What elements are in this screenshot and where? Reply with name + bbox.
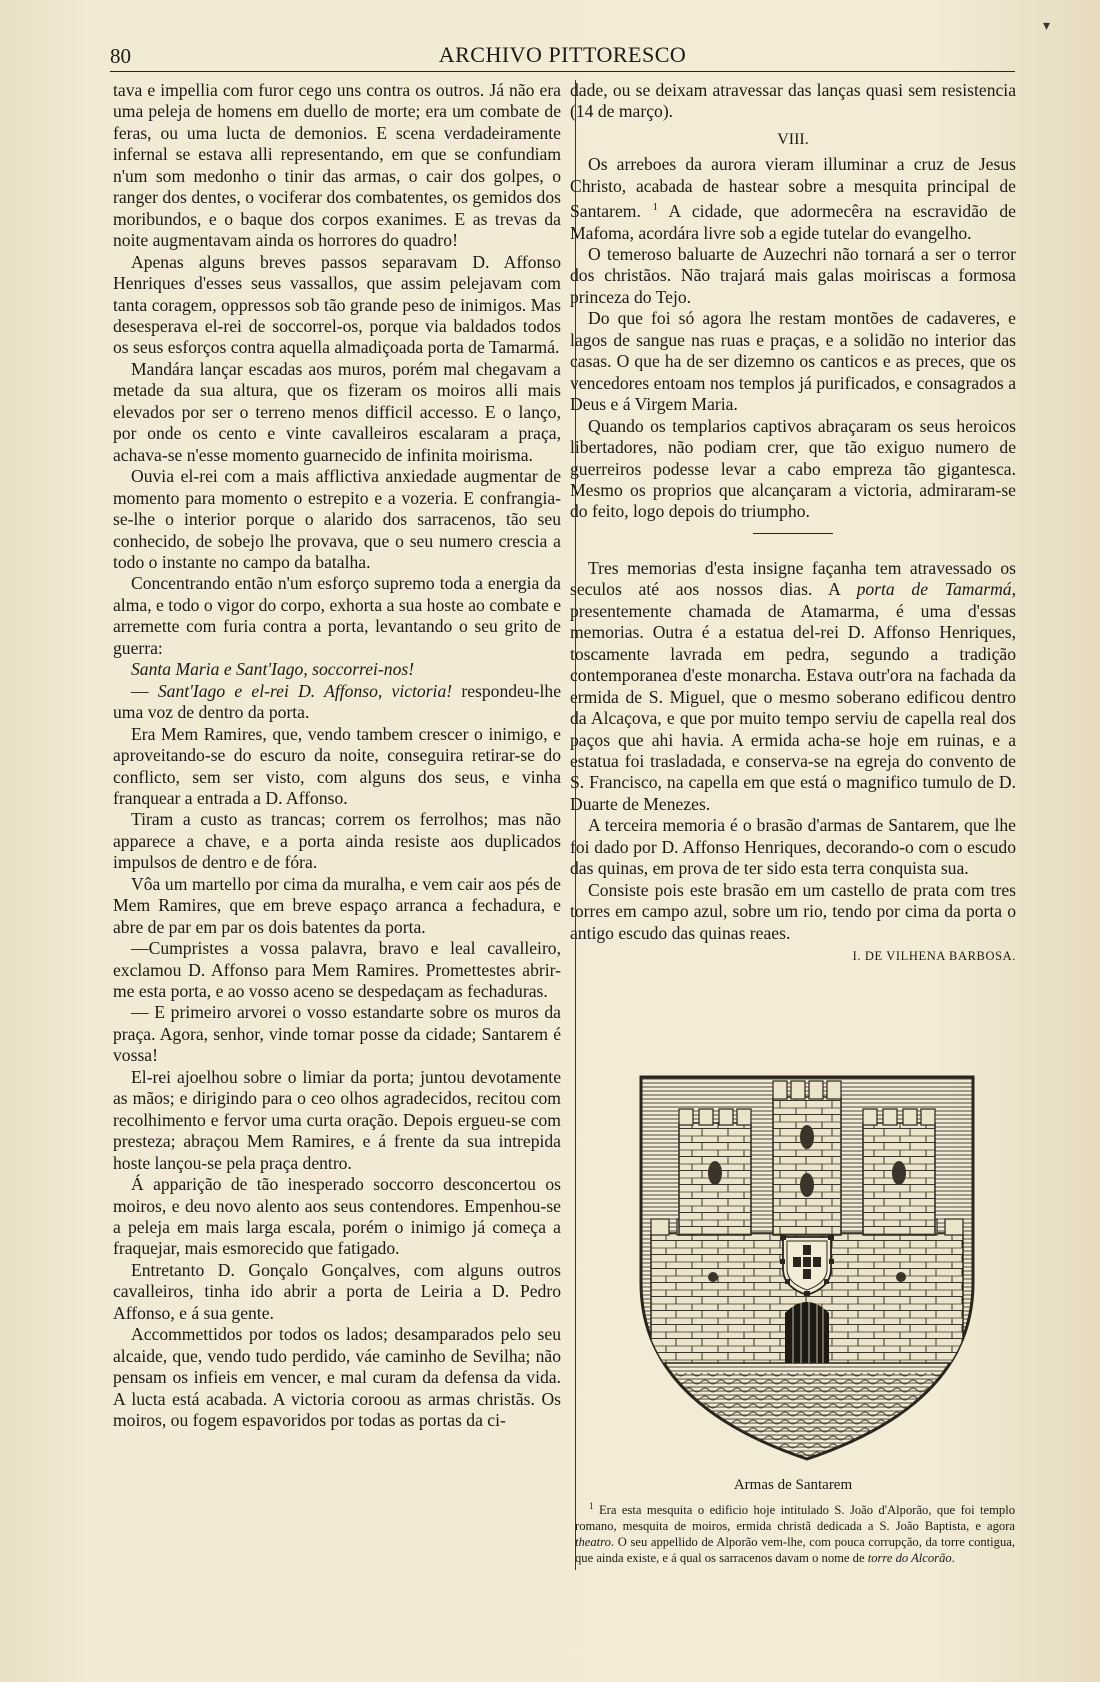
- paragraph: A terceira memoria é o brasão d'armas de Santarem, que lhe foi dado por D. Affonso Henriques, decorando-o com o escudo das quinas, em prova de ter sido esta terra conquista sua.: [570, 815, 1016, 879]
- paragraph: Consiste pois este brasão em um castello de prata com tres torres em campo azul, sobre um rio, tendo por cima da porta o antigo escudo das quinas reaes.: [570, 879, 1016, 943]
- paragraph: Entretanto D. Gonçalo Gonçalves, com alguns outros cavalleiros, tinha ido abrir a porta de Leiria a D. Pedro Affonso, e á sua gente.: [113, 1259, 561, 1323]
- dash: —: [131, 680, 158, 701]
- margin-mark: ▾: [1043, 19, 1051, 34]
- page-number: 80: [110, 44, 131, 68]
- war-cry-reply: Sant'Iago e el-rei D. Affonso, victoria!: [157, 680, 453, 701]
- paragraph-text: , presentemente chamada de Atamarma, é uma d'essas memorias. Outra é a estatua del-rei D. Affonso Henriques, toscamente lavrada em pedra, segundo a tradição contemporanea d'este monarcha. Estava outr'ora na fachada da ermida de S. Miguel, que o mesmo soberano edificou dentro da Alcaçova, e que por muito tempo serviu de capella real dos paços que ahi havia. A ermida acha-se hoje em ruinas, e a estatua foi trasladada, e conserva-se na egreja do convento de S. Francisco, na capella em que está o magnifico tumulo de D. Duarte de Menezes.: [570, 579, 1016, 814]
- left-column: [113, 80, 561, 1432]
- paragraph: Á apparição de tão inesperado soccorro desconcertou os moiros, e deu novo alento aos seus contendores. Empenhou-se a peleja em mais larga escala, porém o inimigo já começa a fraquejar, mais esmorecido que fatigado.: [113, 1174, 561, 1259]
- paragraph: Vôa um martello por cima da muralha, e vem cair aos pés de Mem Ramires, que em breve espaço arranca a fechadura, e abre de par em par os dois batentes da porta.: [113, 873, 561, 937]
- footnote-italic: theatro: [575, 1535, 611, 1550]
- paragraph: Ouvia el-rei com a mais afflictiva anxiedade augmentar de momento para momento o estrepito e a vozeria. E confrangia-se-lhe o interior porque o alarido dos sarracenos, tão seu conhecido, de sobejo lhe provava, que o seu numero crescia a todo o instante no campo da batalha.: [113, 466, 561, 572]
- header-rule: [110, 71, 1015, 72]
- illustration-caption: Armas de Santarem: [733, 1477, 853, 1493]
- coat-of-arms-illustration: [637, 1073, 977, 1463]
- footnote-part: . O seu appellido de Alporão vem-lhe, com pouca corrupção, da torre contigua, que ainda existe, e á qual os sarracenos davam o nome de: [575, 1535, 1015, 1566]
- paragraph: —Cumpristes a vossa palavra, bravo e leal cavalleiro, exclamou D. Affonso para Mem Ramires. Promettestes abrir-me esta porta, e ao vosso aceno se despedaçam as fechaduras.: [113, 938, 561, 1002]
- paragraph: tava e impellia com furor cego uns contra os outros. Já não era uma peleja de homens em duello de morte; era um combate de feras, ou uma lucta de demonios. E scena verdadeiramente infernal se estava alli representando, em que se confundiam n'um som medonho o tinir das armas, o cair dos golpes, o ranger dos dentes, o vociferar dos combatentes, os gemidos dos moribundos, e o baque dos corpos exanimes. E as trevas da noite augmentavam ainda os horrores do quadro!: [113, 80, 561, 251]
- paragraph: Quando os templarios captivos abraçaram os seus heroicos libertadores, não podiam crer, que tão exiguo numero de guerreiros podesse levar a cabo empreza tão gigantesca. Mesmo os proprios que alcançaram a victoria, admiraram-se do feito, logo depois do triumpho.: [570, 415, 1016, 522]
- paragraph: — E primeiro arvorei o vosso estandarte sobre os muros da praça. Agora, senhor, vinde tomar posse da cidade; Santarem é vossa!: [113, 1002, 561, 1066]
- paragraph-text: Tres memorias d'esta insigne façanha tem atravessado os seculos até aos nossos dias. A: [570, 557, 1016, 600]
- paragraph: Mandára lançar escadas aos muros, porém mal chegavam a metade da sua altura, que os fizeram os moiros alli mais elevados por ser o terreno menos difficil accesso. E o lanço, por onde os cento e vinte cavalleiros escalaram a praça, achava-se n'esse momento guarnecido de infinita moirisma.: [113, 358, 561, 465]
- paragraph: Accommettidos por todos os lados; desamparados pelo seu alcaide, que, vendo tudo perdido, váe caminho de Sevilha; não pensam os infieis em vencer, e mal curam da defensa da vida. A lucta está acabada. A victoria coroou as armas christãs. Os moiros, ou fogem espavoridos por todas as portas da ci-: [113, 1324, 561, 1431]
- footnote: [575, 1498, 1015, 1566]
- war-cry: Santa Maria e Sant'Iago, soccorrei-nos!: [131, 659, 415, 680]
- place-name: porta de Tamarmá: [856, 579, 1012, 600]
- paragraph-text: A cidade, que adormecêra na escravidão de Mafoma, acordára livre sob a egide tutelar do evangelho.: [570, 201, 1016, 243]
- paragraph: dade, ou se deixam atravessar das lanças quasi sem resistencia (14 de março).: [570, 80, 1016, 122]
- paragraph: O temeroso baluarte de Auzechri não tornará a ser o terror dos christãos. Não trajará mais galas moiriscas a formosa princeza do Tejo.: [570, 244, 1016, 307]
- section-rule: [753, 533, 833, 534]
- footnote-mark: 1: [589, 1501, 594, 1511]
- paragraph: El-rei ajoelhou sobre o limiar da porta; juntou devotamente as mãos; e dirigindo para o ceo olhos agradecidos, recitou com recolhimento e fervor uma curta oração. Depois ergueu-se com presteza; abraçou Mem Ramires, e á frente da sua intrepida hoste lançou-se pela praça dentro.: [113, 1066, 561, 1173]
- paragraph: Do que foi só agora lhe restam montões de cadaveres, e lagos de sangue nas ruas e praças, e a solidão no interior das casas. O que ha de ser dizemno os canticos e as preces, que os vencedores entoam nos templos já purificados, e consagrados a Deus e á Virgem Maria.: [570, 308, 1016, 415]
- paragraph-text: Os arreboes da aurora vieram illuminar a cruz de Jesus Christo, acabada de hastear sobre a mesquita principal de Santarem.: [570, 154, 1016, 222]
- footnote-part: .: [951, 1551, 955, 1566]
- paragraph: Tiram a custo as trancas; correm os ferrolhos; mas não apparece a chave, e a porta ainda resiste aos duplicados impulsos de dentro e de fóra.: [113, 809, 561, 873]
- footnote-italic: torre do Alcorão: [867, 1551, 952, 1566]
- paragraph: Concentrando então n'um esforço supremo toda a energia da alma, e todo o vigor do corpo, exhorta a sua hoste ao combate e arremette com furia contra a porta, levantando o seu grito de guerra:: [113, 573, 562, 658]
- paragraph: [113, 681, 561, 724]
- paragraph: Apenas alguns breves passos separavam D. Affonso Henriques d'esses seus vassallos, que assim pelejavam com tanta coragem, oppressos sob tão grande peso de inimigos. Mas desesperava el-rei de soccorrel-os, porque via baldados todos os seus esforços contra aquella almadiçoada porta de Tamarmá.: [113, 251, 561, 358]
- section-number: VIII.: [777, 130, 809, 148]
- coat-of-arms-engraving: [637, 1073, 977, 1463]
- footnote-reference[interactable]: 1: [652, 201, 658, 214]
- author-signature: I. DE VILHENA BARBOSA.: [852, 949, 1016, 964]
- paragraph: [570, 154, 1016, 244]
- running-title: ARCHIVO PITTORESCO: [438, 42, 687, 67]
- paragraph-text: respondeu-lhe uma voz de dentro da porta.: [113, 680, 562, 723]
- paragraph: [570, 558, 1016, 815]
- footnote-part: Era esta mesquita o edificio hoje intitulado S. João d'Alporão, que foi templo romano, mesquita de moiros, ermida christã dedicada a S. João Baptista, e agora: [575, 1503, 1015, 1534]
- footnote-text: [575, 1498, 1015, 1566]
- right-column: [570, 80, 1016, 968]
- paragraph: Era Mem Ramires, que, vendo tambem crescer o inimigo, e aproveitando-se do escuro da noite, conseguira retirar-se do conflicto, sem ser visto, com alguns dos seus, e vinha franquear a entrada a D. Affonso.: [113, 723, 561, 808]
- author-signature-line: [570, 944, 1016, 967]
- page-header: [110, 40, 1015, 70]
